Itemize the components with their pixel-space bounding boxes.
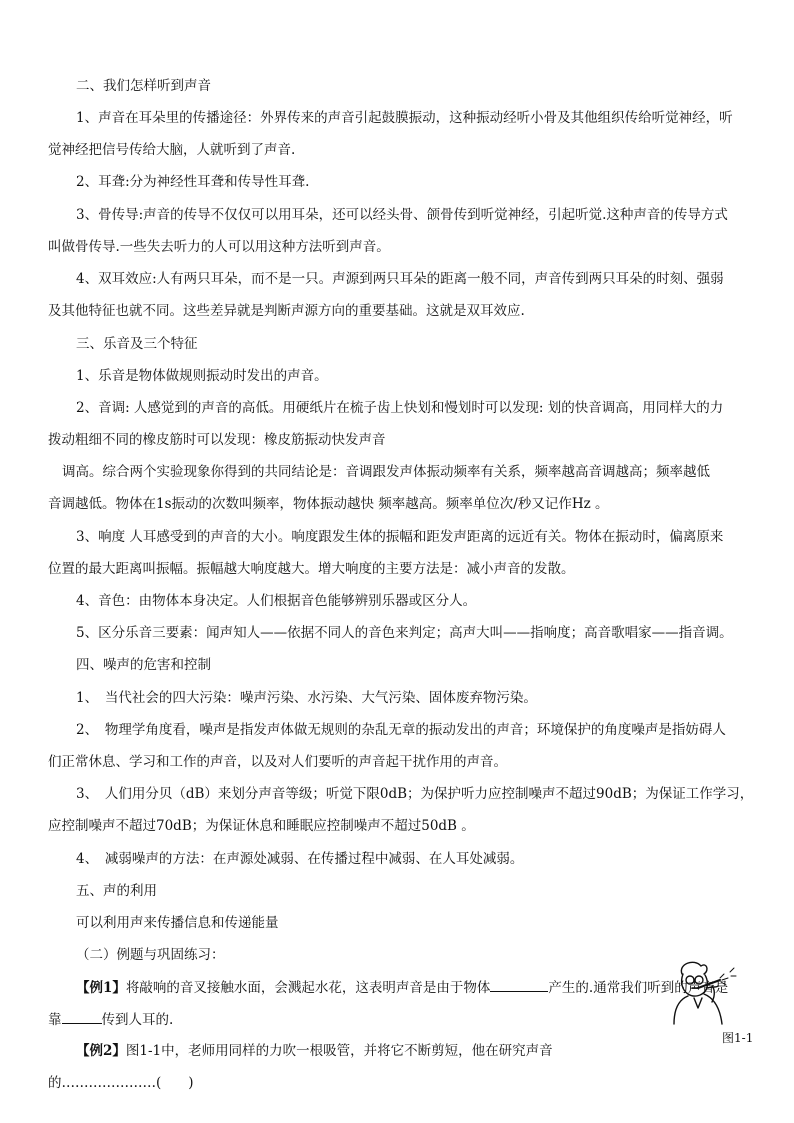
example-1-tag: 【例1】	[76, 980, 126, 996]
example-2-line-1	[76, 1041, 553, 1061]
paragraph-line: 4、音色：由物体本身决定。人们根据音色能够辨别乐器或区分人。	[76, 593, 477, 609]
paragraph-line: 3、 人们用分贝（dB）来划分声音等级；听觉下限0dB；为保护听力应控制噪声不超过90dB；为保证工作学习，	[76, 786, 754, 802]
paragraph-line: 2、音调: 人感觉到的声音的高低。用硬纸片在梳子齿上快划和慢划时可以发现: 划的快音调高，用同样大的力	[76, 400, 724, 416]
paragraph-line: 可以利用声来传播信息和传递能量	[76, 915, 279, 931]
example-2-text: 图1-1中，老师用同样的力吹一根吸管，并将它不断剪短，他在研究声音	[125, 1043, 553, 1059]
answer-blank-1[interactable]	[490, 977, 548, 992]
example-1-text-d: 传到人耳的.	[101, 1012, 174, 1028]
section-heading-3: 三、乐音及三个特征	[76, 336, 198, 352]
paragraph-line: 1、乐音是物体做规则振动时发出的声音。	[76, 368, 328, 384]
paragraph-line: 4、双耳效应:人有两只耳朵，而不是一只。声源到两只耳朵的距离一般不同，声音传到两只耳朵的时刻、强弱	[76, 271, 724, 287]
paragraph-line: 们正常休息、学习和工作的声音，以及对人们要听的声音起干扰作用的声音。	[48, 754, 507, 770]
paragraph-line: 3、响度 人耳感受到的声音的大小。响度跟发生体的振幅和距发声距离的远近有关。物体在振动时，偏离原来	[76, 529, 724, 545]
paragraph-line: 音调越低。物体在1s振动的次数叫频率，物体振动越快 频率越高。频率单位次/秒又记作Hz 。	[48, 496, 609, 512]
paragraph-line: 2、 物理学角度看，噪声是指发声体做无规则的杂乱无章的振动发出的声音；环境保护的角度噪声是指妨碍人	[76, 722, 726, 738]
section-heading-5: 五、声的利用	[76, 883, 157, 899]
example-1-text: 将敲响的音叉接触水面，会溅起水花，这表明声音是由于物体	[125, 980, 491, 996]
paragraph-line: 拨动粗细不同的橡皮筋时可以发现：橡皮筋振动快发声音	[48, 432, 386, 448]
paragraph-line: 2、耳聋:分为神经性耳聋和传导性耳聋.	[76, 174, 310, 190]
example-2-tag: 【例2】	[76, 1043, 126, 1059]
section-heading-4: 四、噪声的危害和控制	[76, 657, 211, 673]
paragraph-line: 4、 减弱噪声的方法：在声源处减弱、在传播过程中减弱、在人耳处减弱。	[76, 851, 524, 867]
example-1-text-c: 靠	[48, 1012, 62, 1028]
example-1-line-1	[76, 977, 728, 998]
paragraph-line: 5、区分乐音三要素：闻声知人——依据不同人的音色来判定；高声大叫——指响度；高音歌唱家——指音调。	[76, 625, 733, 641]
paragraph-line: 1、声音在耳朵里的传播途径：外界传来的声音引起鼓膜振动，这种振动经听小骨及其他组织传给听觉神经，听	[76, 110, 733, 126]
section-heading-2: 二、我们怎样听到声音	[76, 78, 211, 94]
paragraph-line: 调高。综合两个实验现象你得到的共同结论是：音调跟发声体振动频率有关系，频率越高音调越高；频率越低	[62, 464, 710, 480]
figure-caption: 图1-1	[722, 1031, 754, 1045]
paragraph-line: 觉神经把信号传给大脑，人就听到了声音.	[48, 142, 296, 158]
paragraph-line: 应控制噪声不超过70dB；为保证休息和睡眠应控制噪声不超过50dB 。	[48, 818, 475, 834]
answer-blank-2[interactable]	[62, 1009, 102, 1024]
paragraph-line: 3、骨传导:声音的传导不仅仅可以用耳朵，还可以经头骨、颌骨传到听觉神经，引起听觉.这种声音的传导方式	[76, 207, 728, 223]
teacher-blowing-straw-illustration	[668, 958, 748, 1028]
example-2-line-2: 的…………………( )	[48, 1075, 194, 1091]
paragraph-line: 叫做骨传导.一些失去听力的人可以用这种方法听到声音。	[48, 239, 390, 255]
exercise-heading: （二）例题与巩固练习：	[76, 947, 225, 963]
example-1-line-2	[48, 1009, 173, 1030]
paragraph-line: 及其他特征也就不同。这些差异就是判断声源方向的重要基础。这就是双耳效应.	[48, 303, 525, 319]
example-1-text-cont: 产生的.通常我们听到的声音是	[548, 980, 729, 996]
paragraph-line: 1、 当代社会的四大污染：噪声污染、水污染、大气污染、固体废弃物污染。	[76, 690, 537, 706]
paragraph-line: 位置的最大距离叫振幅。振幅越大响度越大。增大响度的主要方法是：减小声音的发散。	[48, 561, 575, 577]
